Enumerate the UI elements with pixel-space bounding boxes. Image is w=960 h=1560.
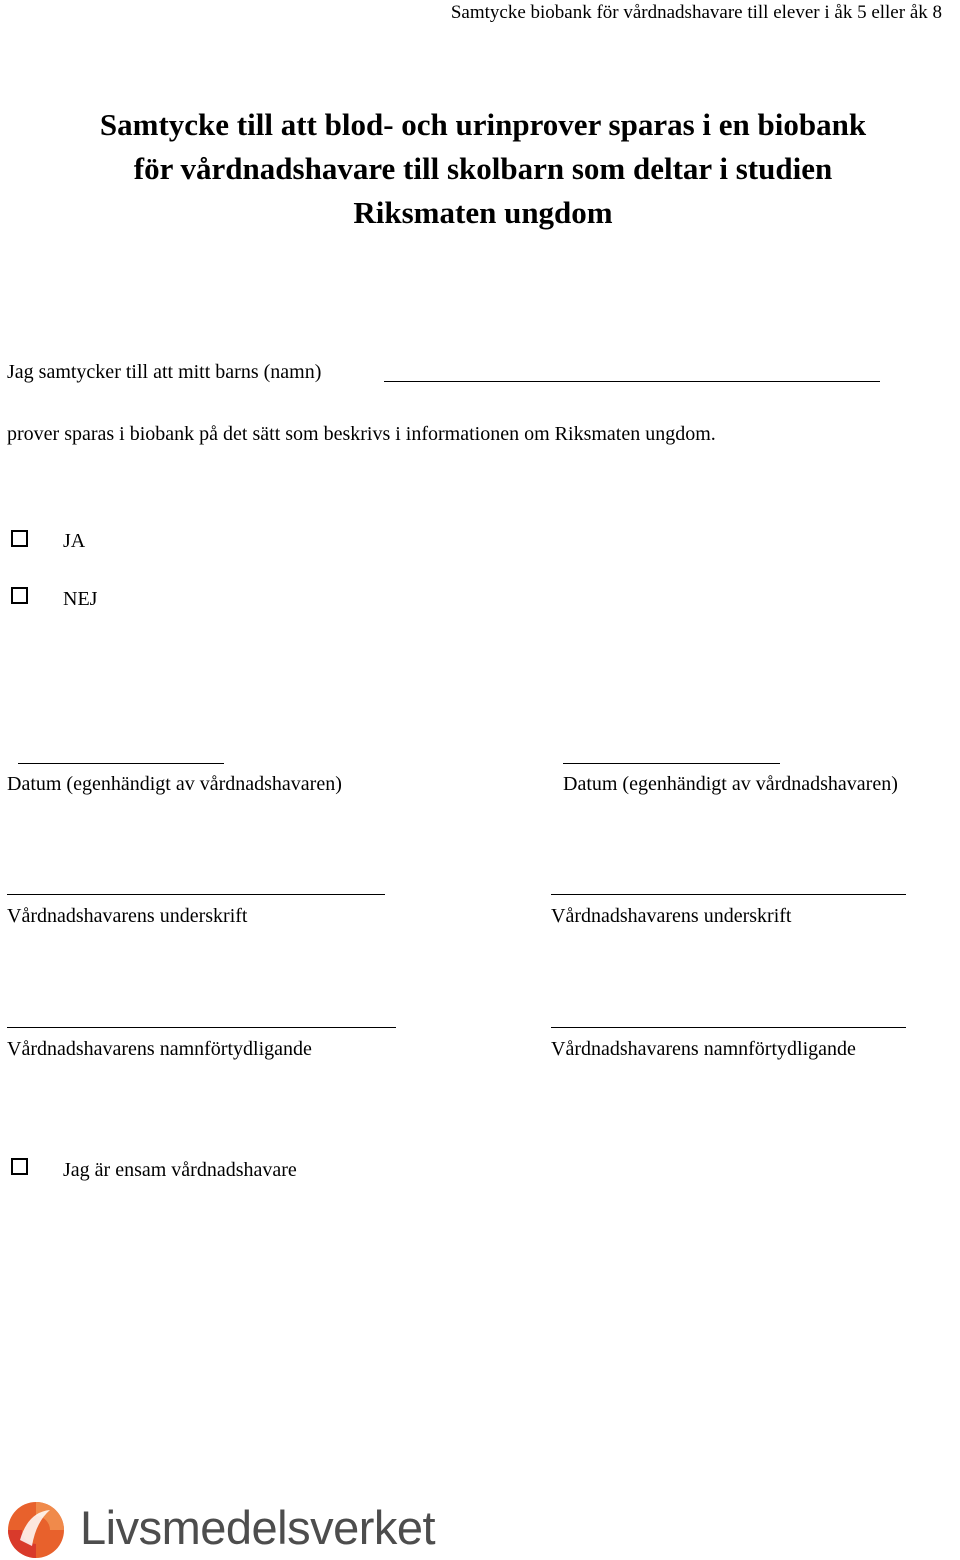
- logo-wordmark: Livsmedelsverket: [80, 1501, 436, 1554]
- no-checkbox[interactable]: [11, 587, 28, 604]
- yes-checkbox[interactable]: [11, 530, 28, 547]
- consent-line-1-text: Jag samtycker till att mitt barns (namn): [7, 361, 322, 383]
- consent-line-2: prover sparas i biobank på det sätt som beskrivs i informationen om Riksmaten ungdom.: [7, 423, 716, 445]
- title-line-2: för vårdnadshavare till skolbarn som deltar i studien: [133, 151, 833, 186]
- sole-guardian-checkbox[interactable]: [11, 1158, 28, 1175]
- title-line-3: Riksmaten ungdom: [353, 195, 613, 230]
- name-line-left[interactable]: [7, 1027, 396, 1028]
- running-header: Samtycke biobank för vårdnadshavare till elever i åk 5 eller åk 8: [450, 2, 942, 23]
- no-label: NEJ: [63, 588, 98, 610]
- sole-guardian-label: Jag är ensam vårdnadshavare: [63, 1159, 297, 1181]
- date-label-left: Datum (egenhändigt av vårdnadshavaren): [7, 773, 342, 795]
- name-label-right: Vårdnadshavarens namnförtydligande: [551, 1038, 856, 1060]
- signature-line-right[interactable]: [551, 894, 906, 895]
- date-line-right[interactable]: [563, 763, 780, 764]
- yes-label: JA: [63, 530, 86, 552]
- consent-line-1: [7, 360, 321, 384]
- name-line-right[interactable]: [551, 1027, 906, 1028]
- title-line-1: Samtycke till att blod- och urinprover sparas i en biobank: [99, 107, 867, 142]
- date-label-right: Datum (egenhändigt av vårdnadshavaren): [563, 773, 898, 795]
- child-name-field[interactable]: [384, 381, 880, 382]
- signature-label-left: Vårdnadshavarens underskrift: [7, 905, 248, 927]
- signature-label-right: Vårdnadshavarens underskrift: [551, 905, 792, 927]
- document-title: [0, 103, 960, 235]
- livsmedelsverket-logo: [6, 1500, 436, 1560]
- livsmedelsverket-logo-icon: [6, 1500, 66, 1560]
- name-label-left: Vårdnadshavarens namnförtydligande: [7, 1038, 312, 1060]
- date-line-left[interactable]: [18, 763, 224, 764]
- signature-line-left[interactable]: [7, 894, 385, 895]
